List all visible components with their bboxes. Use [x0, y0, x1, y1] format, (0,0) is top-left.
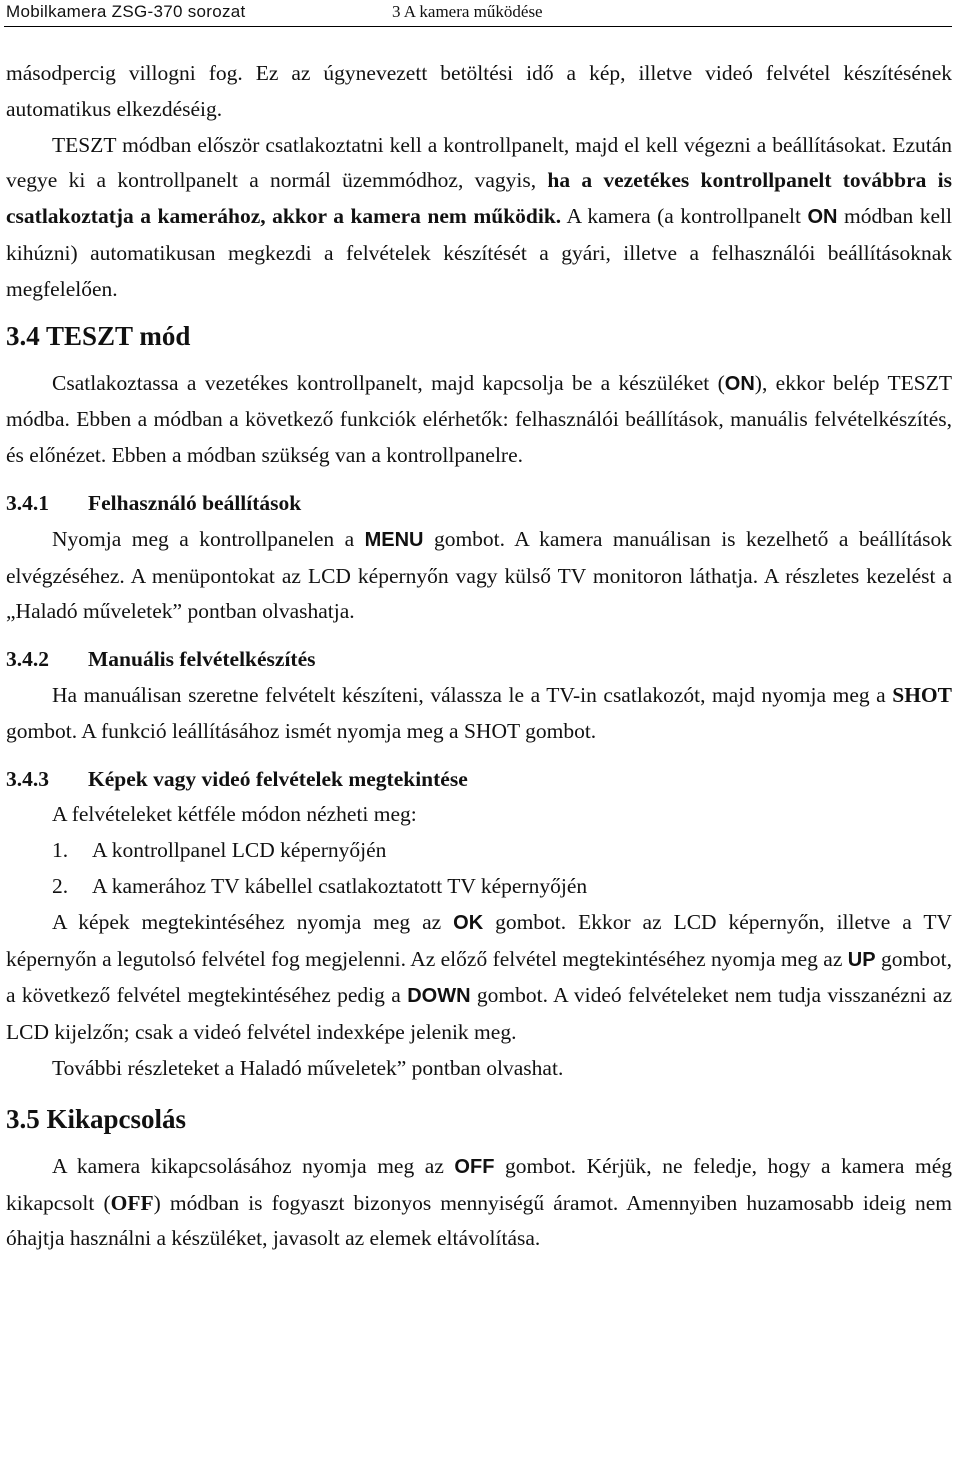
text-run: ), ekkor belép TESZT módba. Ebben a módban a következő funkciók elérhetők: felhasználói beállítások, manuális felvételkészítés, és előnézet. Ebben a módban szükség van a kontrollpanelre.: [6, 370, 952, 468]
heading-title: Felhasználó beállítások: [88, 490, 302, 515]
list-item: [6, 833, 952, 869]
paragraph-3-4-3-body: [6, 905, 952, 1051]
heading-number: 3.4.3: [6, 766, 49, 791]
list-number: 2.: [52, 873, 69, 898]
key-shot-label: SHOT: [892, 682, 952, 707]
paragraph-3-4: [6, 366, 952, 474]
paragraph-3-4-1: [6, 522, 952, 630]
heading-number: 3.4.1: [6, 490, 49, 515]
header-chapter-title: 3 A kamera működése: [392, 2, 543, 21]
key-menu-label: MENU: [364, 528, 424, 551]
text-run: gombot. A funkció leállításához ismét nyomja meg a SHOT gombot.: [6, 718, 597, 743]
text-run: gombot. A kamera manuálisan is kezelhető a beállítások elvégzéséhez. A menüpontokat az LCD képernyőn vagy külső TV monitoron láthatja. A részletes kezelést a „Haladó műveletek” pontban olvashatja.: [6, 526, 952, 624]
text-run: A kamera (a kontrollpanelt: [561, 204, 808, 229]
key-on-label: ON: [724, 372, 755, 395]
subsection-heading-3-4-1: [6, 486, 952, 522]
paragraph-loading-time: másodpercig villogni fog. Ez az úgynevezett betöltési idő a kép, illetve videó felvétel készítésének automatikus elkezdéséig.: [6, 61, 952, 121]
list-number: 1.: [52, 838, 69, 863]
paragraph-3-4-3-more: További részleteket a Haladó műveletek” pontban olvashat.: [52, 1055, 564, 1080]
section-heading-3-5: 3.5 Kikapcsolás: [6, 1103, 187, 1134]
paragraph-3-4-2: [6, 678, 952, 750]
subsection-heading-3-4-3: [6, 762, 952, 798]
text-run: gombot. Kérjük, ne feledje, hogy a kamera még kikapcsolt (: [6, 1153, 952, 1215]
bold-warning: ha a vezetékes kontrollpanelt továbbra is csatlakoztatja a kamerához, akkor a kamera nem működik.: [6, 168, 952, 229]
section-heading-3-4: 3.4 TESZT mód: [6, 320, 191, 351]
text-run: A kamera kikapcsolásához nyomja meg az: [52, 1153, 455, 1178]
text-run: gombot. A videó felvételeket nem tudja visszanézni az LCD kijelzőn; csak a videó felvétel indexképe jelenik meg.: [6, 983, 953, 1045]
text-run: A képek megtekintéséhez nyomja meg az: [52, 909, 454, 934]
list-text: A kontrollpanel LCD képernyőjén: [92, 838, 387, 863]
text-run: gombot, a következő felvétel megtekintéséhez pedig a: [6, 946, 953, 1008]
list-item: [6, 869, 952, 905]
page-header: [6, 0, 946, 26]
text-run: módban kell kihúzni) automatikusan megkezdi a felvételek készítését a gyári, illetve a felhasználói beállításoknak megfelelően.: [6, 204, 952, 301]
text-run: Ha manuálisan szeretne felvételt készíteni, válassza le a TV-in csatlakozót, majd nyomja meg a: [52, 682, 893, 707]
heading-title: Képek vagy videó felvételek megtekintése: [88, 766, 468, 791]
header-divider: [4, 26, 952, 27]
key-up-label: UP: [847, 948, 876, 971]
text-run: TESZT módban először csatlakoztatni kell a kontrollpanelt, majd el kell végezni a beállításokat. Ezután vegye ki a kontrollpanelt a normál üzemmódhoz, vagyis,: [6, 132, 952, 193]
header-document-title: Mobilkamera ZSG-370 sorozat: [6, 2, 246, 21]
key-on-label: ON: [807, 206, 838, 229]
page-body: [6, 56, 952, 1257]
key-off-label: OFF: [454, 1155, 495, 1178]
key-down-label: DOWN: [407, 985, 471, 1008]
text-run: Csatlakoztassa a vezetékes kontrollpanelt, majd kapcsolja be a készüléket (: [52, 370, 725, 395]
key-ok-label: OK: [453, 911, 484, 934]
text-run: Nyomja meg a kontrollpanelen a: [52, 526, 365, 551]
heading-title: Manuális felvételkészítés: [88, 647, 316, 672]
heading-number: 3.4.2: [6, 647, 49, 672]
key-off-label-inline: OFF: [110, 1190, 154, 1215]
text-run: ) módban is fogyaszt bizonyos mennyiségű áramot. Amennyiben huzamosabb ideig nem óhajtja használni a készüléket, javasolt az elemek eltávolítása.: [6, 1190, 952, 1251]
paragraph-3-4-3-intro: A felvételeket kétféle módon nézheti meg:: [52, 802, 417, 827]
subsection-heading-3-4-2: [6, 642, 952, 678]
paragraph-3-5: [6, 1149, 952, 1257]
list-text: A kamerához TV kábellel csatlakoztatott TV képernyőjén: [92, 873, 588, 898]
text-run: gombot. Ekkor az LCD képernyőn, illetve a TV képernyőn a legutolsó felvétel fog megjelenni. Az előző felvétel megtekintéséhez nyomja meg az: [6, 909, 952, 971]
paragraph-test-mode-intro: [6, 128, 952, 308]
